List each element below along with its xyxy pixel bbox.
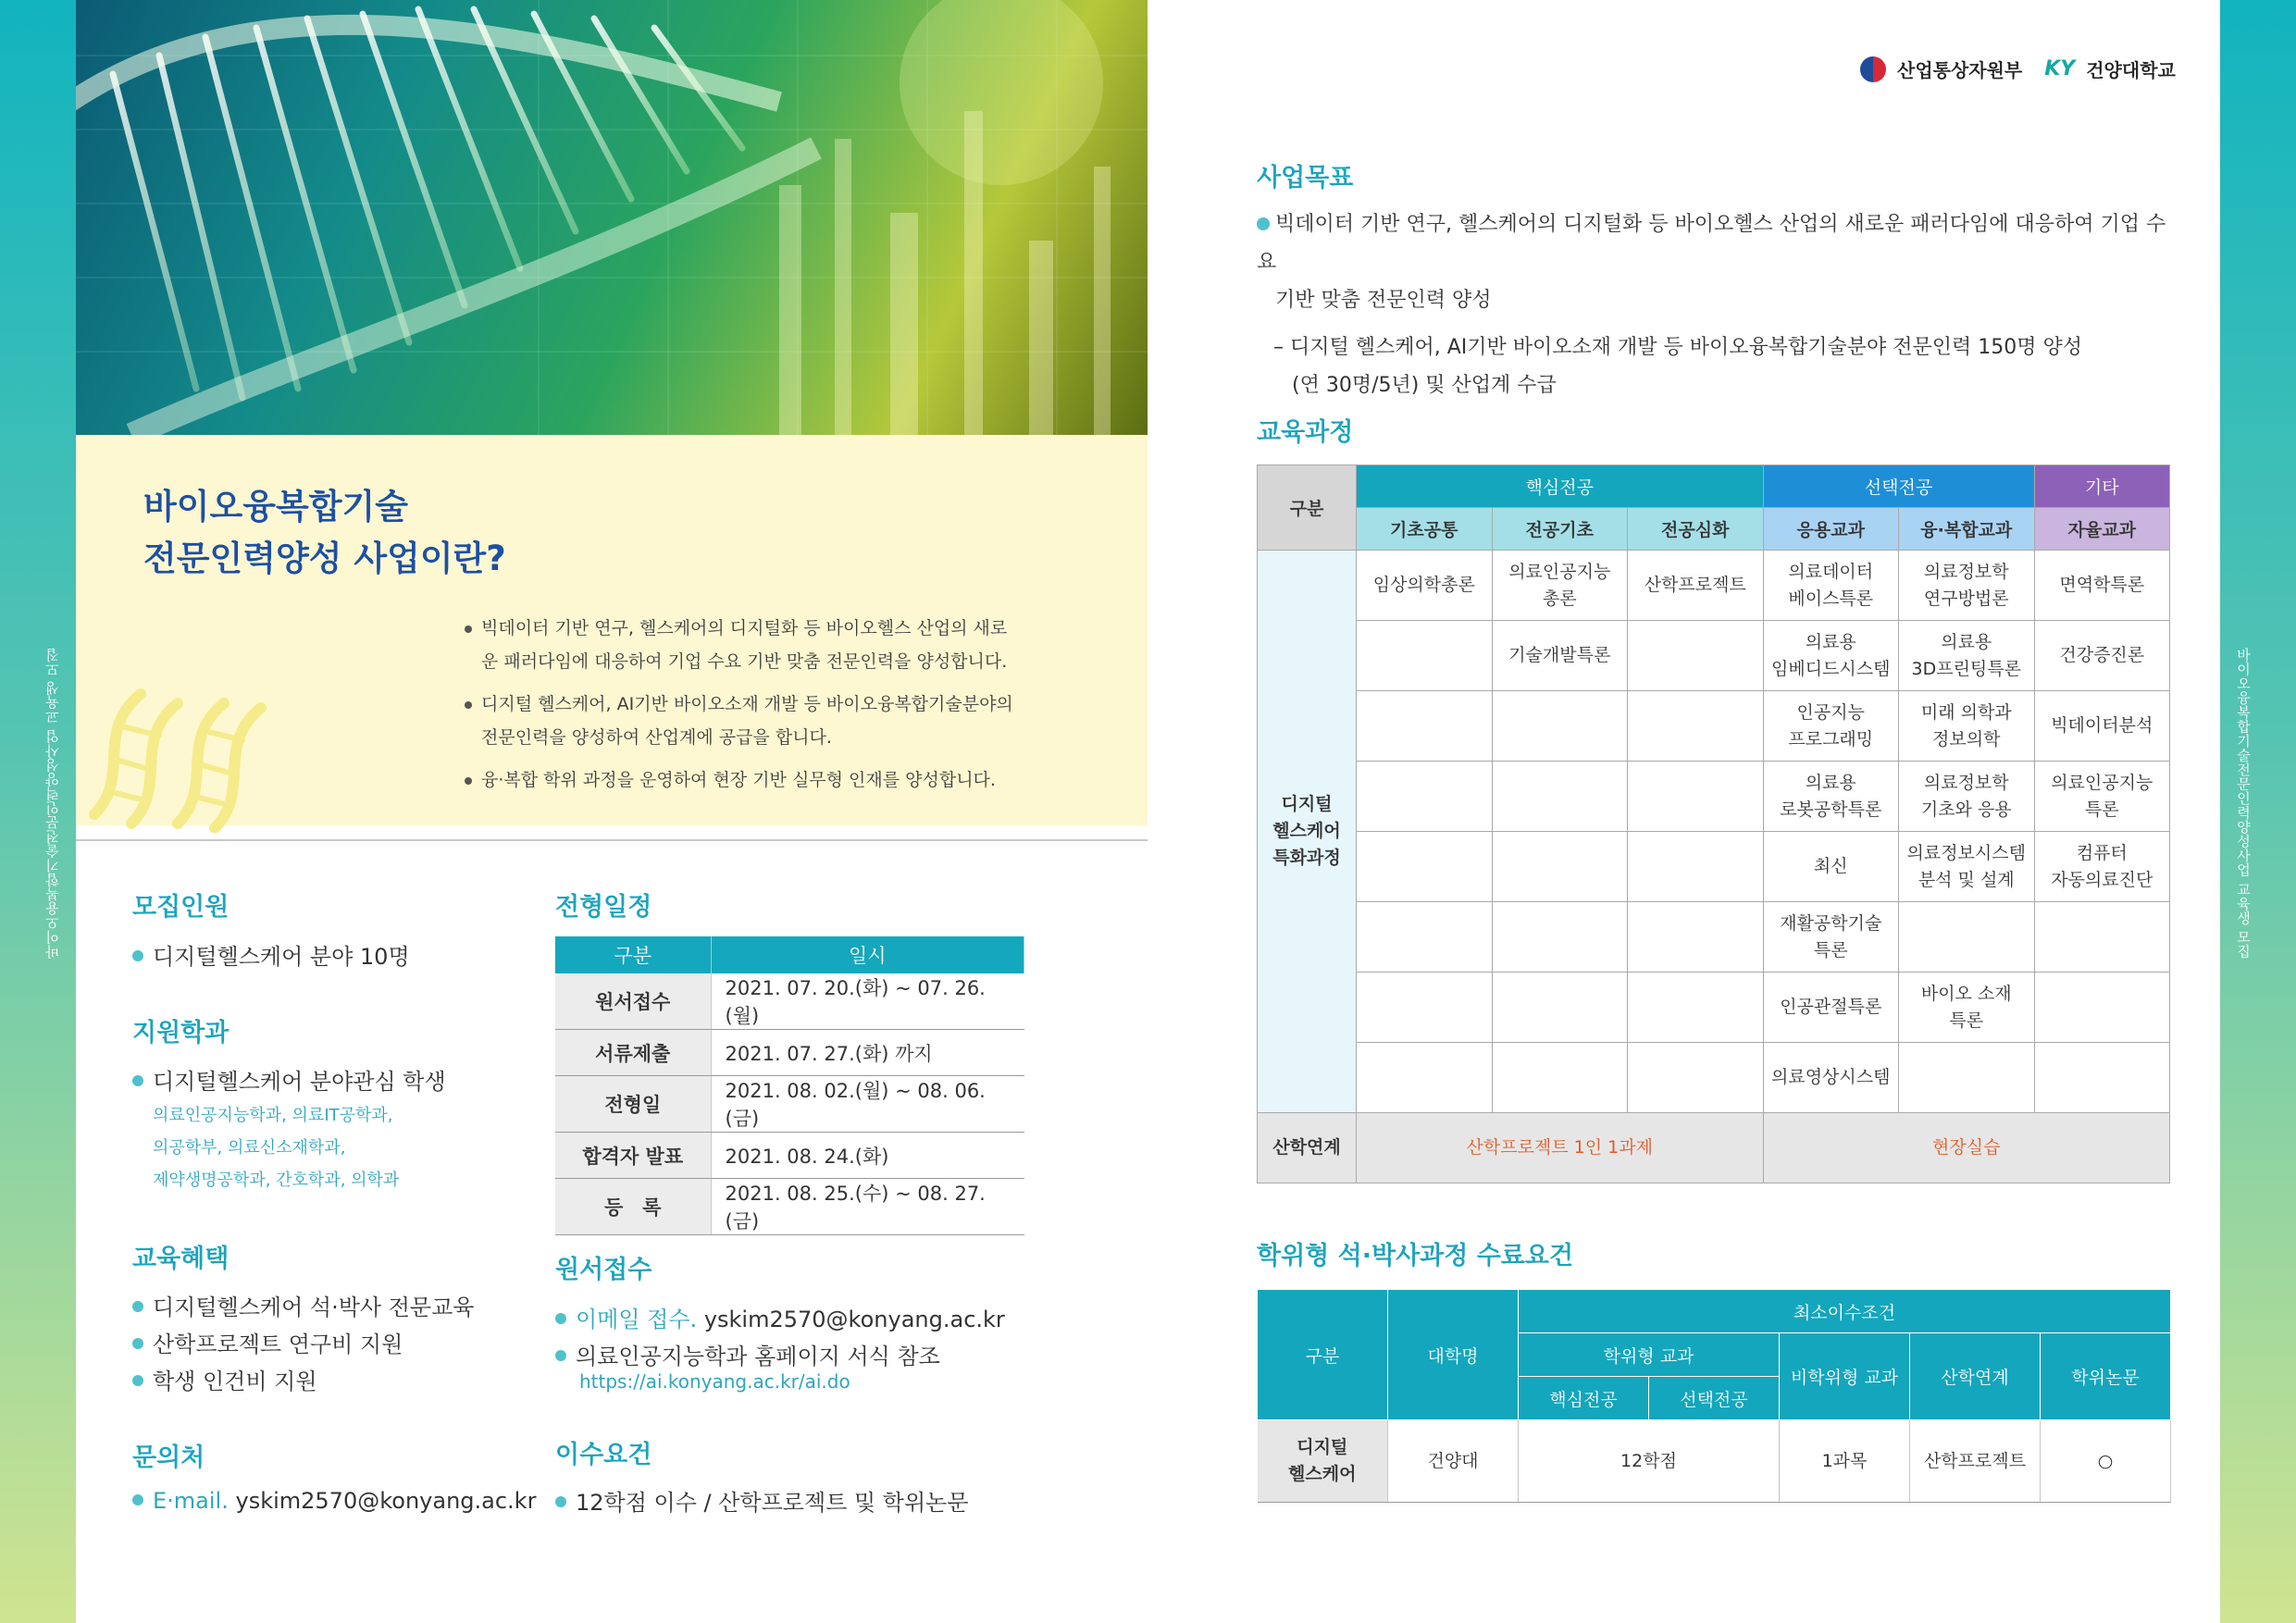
bullet-icon — [132, 950, 143, 961]
curriculum-cell — [1899, 973, 2035, 1043]
schedule-header-cell: 구분 — [555, 936, 711, 973]
table-row — [555, 1030, 1024, 1076]
intro-list — [463, 612, 1018, 806]
dept-sub-list — [153, 1099, 399, 1196]
dept-sub-item: 의공학부, 의료신소재학과, — [153, 1138, 346, 1158]
curriculum-row-head-line: 디지털 — [1281, 794, 1333, 814]
intro-item: 빅데이터 기반 연구, 헬스케어의 디지털화 등 바이오헬스 산업의 새로운 패러다임에 대응하여 기업 수요 기반 맞춤 전문인력을 양성합니다. — [463, 612, 1018, 678]
curriculum-cell-line: 기술개발특론 — [1508, 645, 1611, 665]
contact-item — [132, 1488, 536, 1514]
goal-sub-line: – 디지털 헬스케어, AI기반 바이오소재 개발 등 바이오융복합기술분야 전문인력 150명 양성 — [1273, 336, 2083, 359]
contact-label: E·mail. — [153, 1488, 229, 1514]
apply-email-item — [555, 1301, 1005, 1333]
recruit-title: 모집인원 — [132, 893, 230, 922]
curriculum-cell-line: 임상의학총론 — [1372, 575, 1475, 595]
curriculum-cell-line: 임베디드시스템 — [1771, 658, 1891, 679]
curriculum-cell-line: 면역학특론 — [2059, 575, 2145, 595]
completion-text: 12학점 이수 / 산학프로젝트 및 학위논문 — [576, 1490, 969, 1516]
curriculum-cell-line: 최신 — [1813, 856, 1848, 876]
table-row — [1258, 691, 2170, 762]
curriculum-cell — [1628, 832, 1764, 902]
subhead-cell: 기초공통 — [1357, 508, 1493, 551]
curriculum-cell — [1357, 762, 1493, 832]
curriculum-cell-line: 자동의료진단 — [2051, 869, 2153, 890]
subhead-cell: 자율교과 — [2034, 508, 2170, 551]
curriculum-cell-line: 건강증진론 — [2059, 645, 2145, 665]
degree-table — [1257, 1289, 2171, 1503]
bullet-icon — [132, 1301, 143, 1312]
curriculum-cell — [1628, 1043, 1764, 1113]
contact-email[interactable]: yskim2570@konyang.ac.kr — [235, 1488, 537, 1514]
dna-decoration-icon — [76, 675, 289, 833]
ministry-logo-text: 산업통상자원부 — [1897, 59, 2023, 81]
curriculum-cell — [1357, 973, 1493, 1043]
contact-title: 문의처 — [132, 1443, 205, 1472]
curriculum-cell — [1899, 762, 2035, 832]
degree-header-cell: 최소이수조건 — [1519, 1290, 2171, 1333]
curriculum-cell — [1357, 691, 1493, 762]
goal-line1-text: 빅데이터 기반 연구, 헬스케어의 디지털화 등 바이오헬스 산업의 새로운 패러다임에 대응하여 기업 수요 — [1257, 213, 2166, 274]
apply-email[interactable]: yskim2570@konyang.ac.kr — [703, 1307, 1005, 1332]
dept-title: 지원학과 — [132, 1019, 230, 1047]
completion-title: 이수요건 — [555, 1441, 652, 1469]
curriculum-cell — [1628, 902, 1764, 973]
curriculum-cell-line: 특론 — [2084, 799, 2119, 820]
benefit-item — [132, 1363, 317, 1395]
degree-cell: 건양대 — [1388, 1420, 1519, 1503]
apply-url-link[interactable]: https://ai.konyang.ac.kr/ai.do — [579, 1370, 850, 1393]
subhead-cell: 전공기초 — [1492, 508, 1628, 551]
table-row — [1258, 902, 2170, 973]
bullet-icon — [1257, 217, 1270, 230]
schedule-key: 원서접수 — [555, 973, 711, 1030]
intro-item: 융·복합 학위 과정을 운영하여 현장 기반 실무형 인재를 양성합니다. — [463, 763, 1018, 797]
dept-sub-item: 의료인공지능학과, 의료IT공학과, — [153, 1106, 393, 1125]
degree-row-head-line: 디지털 — [1297, 1437, 1348, 1457]
curriculum-cell — [1357, 902, 1493, 973]
curriculum-cell — [1899, 902, 2035, 973]
bullet-icon — [132, 1494, 143, 1505]
curriculum-cell-line: 의료인공지능 — [2051, 772, 2153, 793]
curriculum-cell — [2034, 551, 2170, 621]
curriculum-cell-line: 바이오 소재 — [1920, 983, 2012, 1004]
curriculum-gubun-header: 구분 — [1258, 465, 1357, 551]
curriculum-cell-line: 의료데이터 — [1788, 561, 1874, 582]
curriculum-cell — [1899, 551, 2035, 621]
curriculum-cell — [1899, 1043, 2035, 1113]
curriculum-cell-line: 프로그래밍 — [1788, 728, 1874, 750]
curriculum-cell-line: 로봇공학특론 — [1780, 799, 1882, 820]
table-row — [1258, 1420, 2171, 1503]
dept-sub-item: 제약생명공학과, 간호학과, 의학과 — [153, 1171, 400, 1190]
bullet-icon — [555, 1350, 566, 1361]
curriculum-body — [1258, 551, 2170, 1113]
curriculum-cell — [1628, 621, 1764, 691]
schedule-value: 2021. 08. 02.(월) ~ 08. 06.(금) — [711, 1076, 1024, 1133]
curriculum-cell-line: 인공지능 — [1796, 701, 1865, 723]
curriculum-cell-line: 의료인공지능 — [1508, 561, 1611, 582]
degree-header-cell: 선택전공 — [1649, 1377, 1780, 1420]
benefit-item — [132, 1326, 403, 1358]
schedule-title: 전형일정 — [555, 893, 652, 922]
subhead-cell: 융·복합교과 — [1899, 508, 2035, 551]
government-emblem-icon — [1860, 56, 1886, 82]
curriculum-cell — [1492, 551, 1628, 621]
degree-header-cell: 비학위형 교과 — [1780, 1333, 1910, 1420]
bullet-icon — [132, 1375, 143, 1386]
curriculum-cell-line: 의료용 — [1805, 631, 1856, 652]
curriculum-cell — [1763, 551, 1899, 621]
table-row — [1258, 832, 2170, 902]
table-row — [555, 1179, 1024, 1235]
degree-title: 학위형 석·박사과정 수료요건 — [1257, 1242, 1574, 1270]
schedule-key: 합격자 발표 — [555, 1133, 711, 1179]
apply-homepage-item — [555, 1338, 940, 1370]
curriculum-cell — [1492, 621, 1628, 691]
dept-item — [132, 1063, 446, 1096]
table-row — [555, 973, 1024, 1030]
curriculum-cell — [1628, 762, 1764, 832]
curriculum-cell — [2034, 902, 2170, 973]
curriculum-cell-line: 빅데이터분석 — [2051, 715, 2153, 736]
curriculum-cell — [1899, 832, 2035, 902]
goal-line: 기반 맞춤 전문인력 양성 — [1275, 289, 1492, 312]
schedule-value: 2021. 07. 27.(화) 까지 — [711, 1030, 1024, 1076]
schedule-value: 2021. 08. 24.(화) — [711, 1133, 1024, 1179]
curriculum-cell — [1763, 762, 1899, 832]
curriculum-cell — [1763, 902, 1899, 973]
bullet-icon — [132, 1075, 143, 1086]
curriculum-cell — [1628, 551, 1764, 621]
curriculum-cell — [1357, 832, 1493, 902]
intro-title — [143, 481, 506, 585]
schedule-header-cell: 일시 — [711, 936, 1024, 973]
curriculum-cell-line: 분석 및 설계 — [1917, 869, 2015, 890]
curriculum-cell-line: 의료용 — [1941, 631, 1992, 652]
industry-link-core: 산학프로젝트 1인 1과제 — [1357, 1113, 1764, 1183]
curriculum-cell-line: 재활공학기술 — [1780, 912, 1882, 934]
apply-homepage-text: 의료인공지능학과 홈페이지 서식 참조 — [576, 1344, 940, 1369]
curriculum-cell — [1357, 551, 1493, 621]
benefit-item — [132, 1289, 474, 1321]
curriculum-row-head-line: 헬스케어 — [1272, 821, 1341, 841]
benefit-text: 산학프로젝트 연구비 지원 — [153, 1332, 403, 1357]
curriculum-cell-line: 정보의학 — [1932, 728, 2001, 750]
curriculum-cell-line: 의료정보학 — [1923, 772, 2009, 793]
table-row — [1258, 621, 2170, 691]
curriculum-cell-line: 기초와 응용 — [1920, 799, 2012, 820]
curriculum-cell — [1628, 691, 1764, 762]
hero-dna-image — [76, 0, 1148, 435]
degree-cell: ○ — [2041, 1420, 2171, 1503]
table-row — [1258, 1043, 2170, 1113]
table-row — [1258, 973, 2170, 1043]
curriculum-row-head — [1258, 551, 1357, 1113]
bullet-icon — [132, 1338, 143, 1349]
section-divider — [76, 839, 1148, 841]
table-row — [1258, 762, 2170, 832]
table-row — [1258, 551, 2170, 621]
curriculum-cell — [1492, 1043, 1628, 1113]
curriculum-cell — [2034, 1043, 2170, 1113]
degree-cell: 1과목 — [1780, 1420, 1910, 1503]
curriculum-cell — [2034, 762, 2170, 832]
group-core-header: 핵심전공 — [1357, 465, 1764, 508]
subhead-cell: 전공심화 — [1628, 508, 1764, 551]
curriculum-cell-line: 의료영상시스템 — [1771, 1067, 1891, 1087]
curriculum-cell-line: 산학프로젝트 — [1644, 575, 1746, 595]
recruit-text: 디지털헬스케어 분야 10명 — [153, 944, 410, 970]
degree-row-head-line: 헬스케어 — [1288, 1464, 1357, 1484]
curriculum-table — [1257, 465, 2170, 1183]
goal-title: 사업목표 — [1257, 164, 1354, 192]
bullet-icon — [555, 1496, 566, 1507]
curriculum-subhead-row — [1258, 508, 2170, 551]
dept-text: 디지털헬스케어 분야관심 학생 — [153, 1069, 446, 1095]
schedule-key: 전형일 — [555, 1076, 711, 1133]
table-row — [555, 1076, 1024, 1133]
goal-paragraph — [1257, 205, 2182, 404]
curriculum-cell — [1899, 691, 2035, 762]
group-elective-header: 선택전공 — [1763, 465, 2034, 508]
group-other-header: 기타 — [2034, 465, 2170, 508]
degree-header-cell: 구분 — [1258, 1290, 1388, 1420]
benefit-text: 학생 인건비 지원 — [153, 1369, 317, 1394]
curriculum-cell — [1628, 973, 1764, 1043]
curriculum-cell — [1492, 762, 1628, 832]
degree-header-cell: 학위논문 — [2041, 1333, 2171, 1420]
bullet-icon — [555, 1313, 566, 1324]
curriculum-cell — [1763, 973, 1899, 1043]
degree-header-cell: 산학연계 — [1910, 1333, 2041, 1420]
table-row — [555, 1133, 1024, 1179]
curriculum-cell-line: 컴퓨터 — [2076, 842, 2128, 863]
subhead-cell: 응용교과 — [1763, 508, 1899, 551]
curriculum-cell — [1763, 691, 1899, 762]
industry-link-row — [1258, 1113, 2170, 1183]
curriculum-cell — [1492, 832, 1628, 902]
curriculum-group-row — [1258, 465, 2170, 508]
curriculum-cell-line: 의료정보시스템 — [1906, 842, 2026, 863]
konyang-logo-icon: KY — [2044, 57, 2076, 81]
curriculum-cell-line: 특론 — [1813, 939, 1848, 960]
degree-header-cell: 대학명 — [1388, 1290, 1519, 1420]
curriculum-cell — [1899, 621, 2035, 691]
curriculum-cell — [1763, 832, 1899, 902]
left-side-caption: 바이오융복합기술전문인력양성사업 교육생 모집 — [44, 648, 61, 960]
degree-header-row — [1258, 1290, 2171, 1333]
curriculum-cell-line: 미래 의학과 — [1920, 701, 2012, 723]
benefit-text: 디지털헬스케어 석·박사 전문교육 — [153, 1295, 475, 1320]
university-logo-text: 건양대학교 — [2086, 59, 2176, 81]
curriculum-cell — [1492, 973, 1628, 1043]
apply-email-label: 이메일 접수. — [576, 1307, 698, 1332]
goal-line — [1257, 205, 2182, 281]
curriculum-cell — [1492, 691, 1628, 762]
curriculum-title: 교육과정 — [1257, 418, 1354, 447]
benefit-title: 교육혜택 — [132, 1245, 230, 1273]
curriculum-cell — [2034, 691, 2170, 762]
schedule-value: 2021. 07. 20.(화) ~ 07. 26.(월) — [711, 973, 1024, 1030]
curriculum-cell — [2034, 621, 2170, 691]
curriculum-cell — [1357, 1043, 1493, 1113]
degree-cell: 12학점 — [1519, 1420, 1780, 1503]
intro-item: 디지털 헬스케어, AI기반 바이오소재 개발 등 바이오융복합기술분야의 전문인력을 양성하여 산업계에 공급을 합니다. — [463, 688, 1018, 754]
schedule-header-row — [555, 936, 1024, 973]
curriculum-cell-line: 의료정보학 — [1923, 561, 2009, 582]
apply-title: 원서접수 — [555, 1256, 652, 1284]
curriculum-cell — [1492, 902, 1628, 973]
curriculum-cell — [1763, 1043, 1899, 1113]
schedule-key: 서류제출 — [555, 1030, 711, 1076]
curriculum-cell-line: 특론 — [1949, 1010, 1984, 1031]
industry-link-header: 산학연계 — [1258, 1113, 1357, 1183]
schedule-value: 2021. 08. 25.(수) ~ 08. 27.(금) — [711, 1179, 1024, 1235]
curriculum-cell-line: 의료용 — [1805, 772, 1856, 793]
curriculum-cell-line: 3D프린팅특론 — [1911, 658, 2021, 679]
curriculum-cell-line: 총론 — [1542, 588, 1577, 609]
curriculum-cell-line: 인공관절특론 — [1780, 997, 1882, 1017]
schedule-table — [555, 936, 1024, 1235]
curriculum-cell — [2034, 973, 2170, 1043]
curriculum-row-head-line: 특화과정 — [1272, 848, 1341, 868]
logo-bar — [1860, 56, 2176, 82]
curriculum-cell — [1357, 621, 1493, 691]
intro-title-line1: 바이오융복합기술 — [143, 487, 408, 527]
industry-link-elective: 현장실습 — [1763, 1113, 2170, 1183]
curriculum-cell-line: 베이스특론 — [1788, 588, 1874, 609]
degree-header-cell: 핵심전공 — [1519, 1377, 1649, 1420]
degree-cell: 산학프로젝트 — [1910, 1420, 2041, 1503]
degree-row-head — [1258, 1420, 1388, 1503]
curriculum-cell — [2034, 832, 2170, 902]
right-side-caption: 바이오융복합기술전문인력양성사업 교육생 모집 — [2235, 648, 2252, 960]
curriculum-cell — [1763, 621, 1899, 691]
schedule-key: 등 록 — [555, 1179, 711, 1235]
curriculum-cell-line: 연구방법론 — [1923, 588, 2009, 609]
recruit-item — [132, 938, 410, 971]
goal-sub-line: (연 30명/5년) 및 산업계 수급 — [1292, 374, 1557, 397]
completion-item — [555, 1484, 969, 1517]
intro-title-line2: 전문인력양성 사업이란? — [143, 539, 506, 578]
degree-header-cell: 학위형 교과 — [1519, 1333, 1780, 1377]
